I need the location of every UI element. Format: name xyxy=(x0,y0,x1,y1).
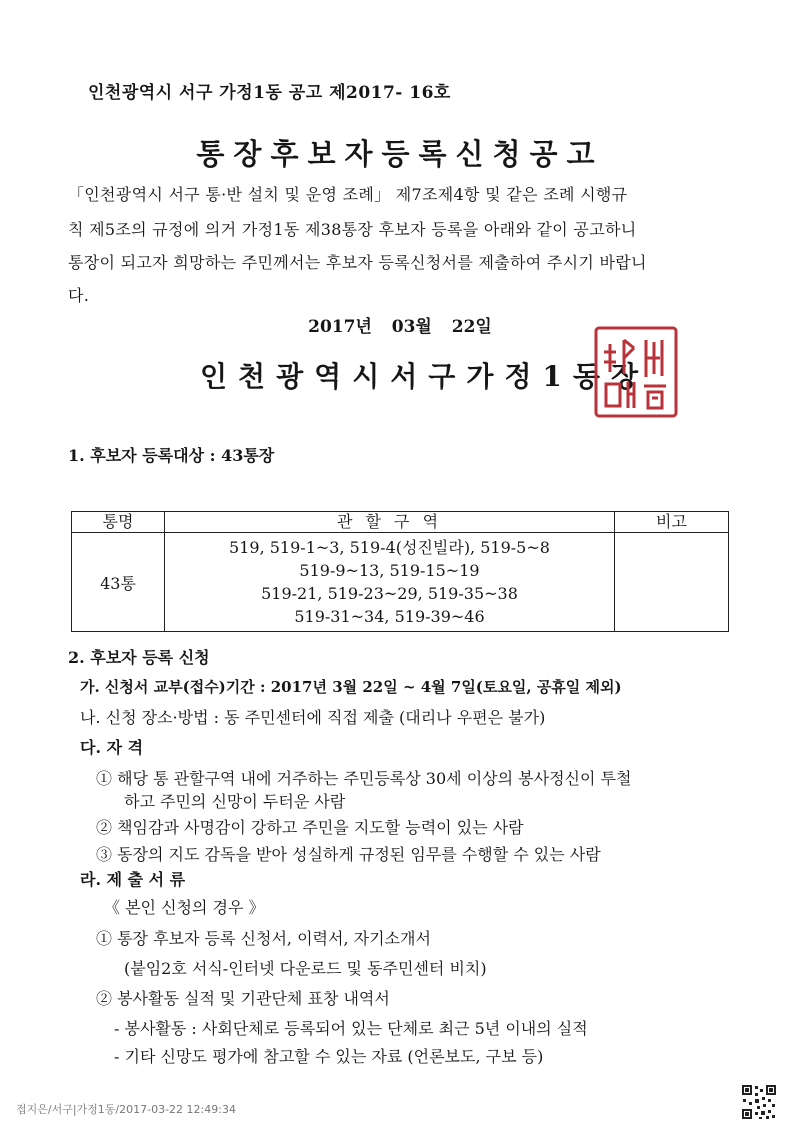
column-header-area: 관 할 구 역 xyxy=(165,512,615,533)
area-line: 519-31~34, 519-39~46 xyxy=(294,607,485,626)
qualification-item: ③ 동장의 지도 감독을 받아 성실하게 규정된 임무를 수행할 수 있는 사람 xyxy=(96,845,601,864)
intro-line: 「인천광역시 서구 통·반 설치 및 운영 조례」 제7조제4항 및 같은 조례 시행규 xyxy=(68,185,628,204)
column-header-district: 통명 xyxy=(72,512,165,533)
application-period: 가. 신청서 교부(접수)기간 : 2017년 3월 22일 ~ 4월 7일(토요일, 공휴일 제외) xyxy=(80,678,622,696)
notice-date: 2017년 03월 22일 xyxy=(308,317,492,337)
note-cell xyxy=(615,533,729,632)
intro-line: 통장이 되고자 희망하는 주민께서는 후보자 등록신청서를 제출하여 주시기 바랍니 xyxy=(68,253,647,272)
section1-heading: 1. 후보자 등록대상 : 43통장 xyxy=(68,446,275,465)
footer-timestamp: 접지은/서구|가정1동/2017-03-22 12:49:34 xyxy=(16,1103,236,1116)
table-row xyxy=(72,533,729,632)
area-line: 519, 519-1~3, 519-4(성진빌라), 519-5~8 xyxy=(229,538,550,557)
document-item: - 기타 신망도 평가에 참고할 수 있는 자료 (언론보도, 구보 등) xyxy=(114,1047,544,1066)
intro-line: 다. xyxy=(68,286,90,305)
issuer-name: 인천광역시서구가정1동장 xyxy=(200,360,650,393)
documents-subheading: 《 본인 신청의 경우 》 xyxy=(104,898,265,917)
official-seal-stamp xyxy=(590,322,682,422)
column-header-note: 비고 xyxy=(615,512,729,533)
jurisdiction-table xyxy=(71,511,729,632)
document-item: (붙임2호 서식-인터넷 다운로드 및 동주민센터 비치) xyxy=(124,959,487,978)
qualification-item: ① 해당 통 관할구역 내에 거주하는 주민등록상 30세 이상의 봉사정신이 투철 xyxy=(96,769,632,788)
notice-number: 인천광역시 서구 가정1동 공고 제2017- 16호 xyxy=(88,83,451,103)
section2-heading: 2. 후보자 등록 신청 xyxy=(68,648,210,667)
qualification-heading: 다. 자 격 xyxy=(80,738,144,757)
area-cell xyxy=(165,533,615,632)
area-line: 519-21, 519-23~29, 519-35~38 xyxy=(261,584,518,603)
document-item: ① 통장 후보자 등록 신청서, 이력서, 자기소개서 xyxy=(96,929,431,948)
qualification-item: ② 책임감과 사명감이 강하고 주민을 지도할 능력이 있는 사람 xyxy=(96,818,524,837)
document-item: ② 봉사활동 실적 및 기관단체 표창 내역서 xyxy=(96,989,390,1008)
application-place: 나. 신청 장소·방법 : 동 주민센터에 직접 제출 (대리나 우편은 불가) xyxy=(80,708,546,727)
document-item: - 봉사활동 : 사회단체로 등록되어 있는 단체로 최근 5년 이내의 실적 xyxy=(114,1019,588,1038)
qualification-item: 하고 주민의 신망이 두터운 사람 xyxy=(124,792,346,811)
intro-line: 칙 제5조의 규정에 의거 가정1동 제38통장 후보자 등록을 아래와 같이 공고하니 xyxy=(68,220,637,239)
page-title: 통장후보자등록신청공고 xyxy=(196,137,604,171)
district-name-cell: 43통 xyxy=(72,533,165,632)
table-header-row xyxy=(72,512,729,533)
area-line: 519-9~13, 519-15~19 xyxy=(299,561,480,580)
documents-heading: 라. 제 출 서 류 xyxy=(80,870,186,889)
qr-code-icon xyxy=(741,1084,777,1120)
